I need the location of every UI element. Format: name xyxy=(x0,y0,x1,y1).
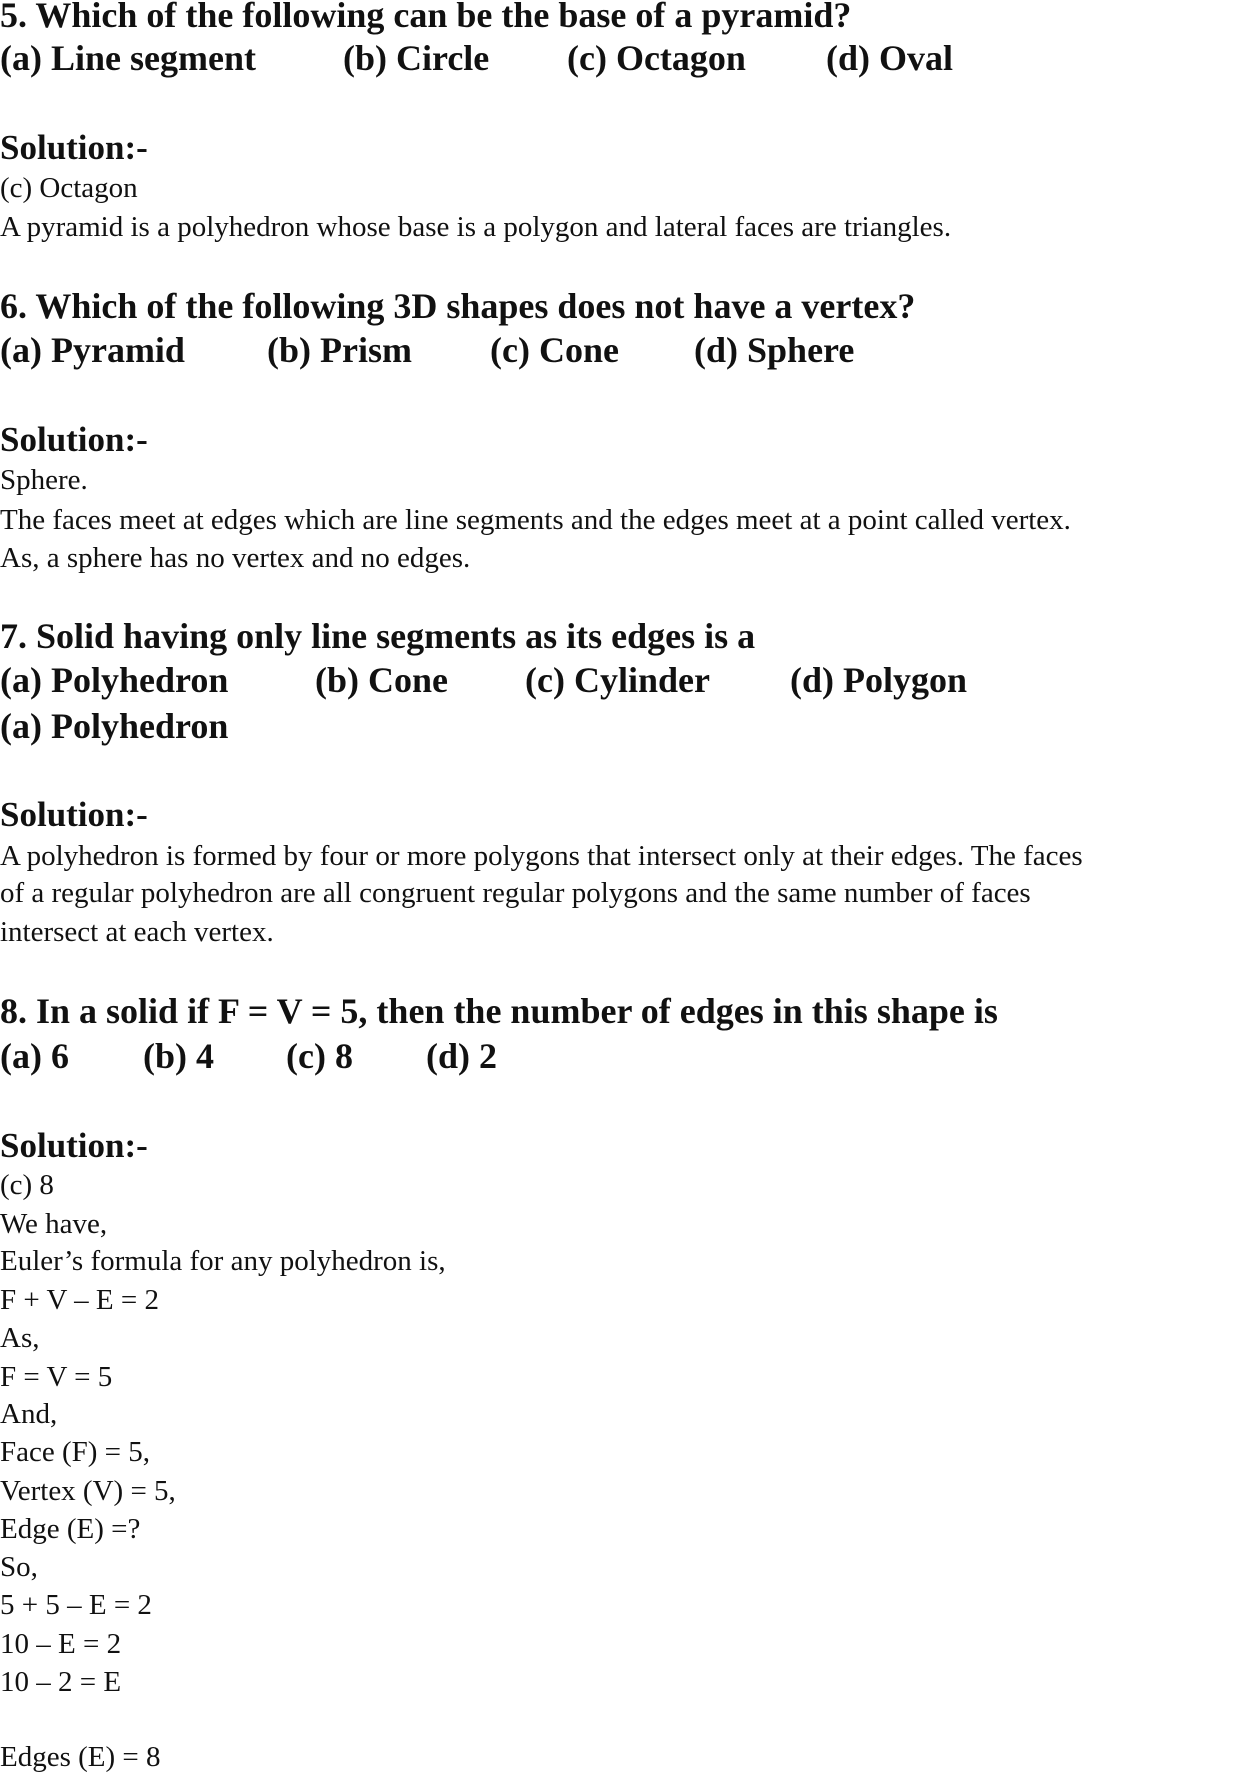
solution-line: Sphere. xyxy=(0,464,88,496)
question-7-options xyxy=(0,662,1245,698)
option-a: (a) Pyramid xyxy=(0,330,185,370)
solution-line: As, xyxy=(0,1322,40,1354)
option-b: (b) Prism xyxy=(267,330,412,370)
solution-heading: Solution:- xyxy=(0,128,148,167)
option-a: (a) Polyhedron xyxy=(0,660,229,700)
equation-line: F + V – E = 2 xyxy=(0,1284,159,1316)
solution-heading: Solution:- xyxy=(0,795,148,834)
question-6-options xyxy=(0,332,1245,368)
solution-line: Euler’s formula for any polyhedron is, xyxy=(0,1245,446,1277)
equation-line: 10 – 2 = E xyxy=(0,1666,122,1698)
question-8-options xyxy=(0,1038,1245,1074)
question-5-title: 5. Which of the following can be the base of a pyramid? xyxy=(0,0,852,35)
question-7-answer: (a) Polyhedron xyxy=(0,706,229,746)
solution-line: We have, xyxy=(0,1208,108,1240)
equation-line: Edge (E) =? xyxy=(0,1513,141,1545)
solution-line: A polyhedron is formed by four or more polygons that intersect only at their edges. The faces xyxy=(0,840,1083,872)
option-b: (b) 4 xyxy=(143,1036,214,1076)
solution-line: And, xyxy=(0,1398,58,1430)
question-7-title: 7. Solid having only line segments as its edges is a xyxy=(0,616,756,656)
option-d: (d) Oval xyxy=(826,38,954,78)
option-c: (c) Cone xyxy=(490,330,619,370)
equation-line: Vertex (V) = 5, xyxy=(0,1475,176,1507)
question-8-title: 8. In a solid if F = V = 5, then the number of edges in this shape is xyxy=(0,991,998,1031)
equation-line: 5 + 5 – E = 2 xyxy=(0,1589,152,1621)
option-a: (a) 6 xyxy=(0,1036,69,1076)
option-d: (d) Polygon xyxy=(790,660,968,700)
final-answer: Edges (E) = 8 xyxy=(0,1741,161,1773)
option-b: (b) Circle xyxy=(343,38,490,78)
question-6-title: 6. Which of the following 3D shapes does not have a vertex? xyxy=(0,286,916,326)
solution-line: A pyramid is a polyhedron whose base is a polygon and lateral faces are triangles. xyxy=(0,211,952,243)
solution-heading: Solution:- xyxy=(0,1126,148,1165)
solution-line: The faces meet at edges which are line segments and the edges meet at a point called vertex. xyxy=(0,504,1071,536)
option-d: (d) 2 xyxy=(426,1036,497,1076)
option-a: (a) Line segment xyxy=(0,38,256,78)
solution-line: (c) 8 xyxy=(0,1169,54,1201)
solution-line: (c) Octagon xyxy=(0,172,138,204)
option-b: (b) Cone xyxy=(315,660,448,700)
solution-line: of a regular polyhedron are all congruent regular polygons and the same number of faces xyxy=(0,877,1031,909)
equation-line: Face (F) = 5, xyxy=(0,1436,151,1468)
solution-line: As, a sphere has no vertex and no edges. xyxy=(0,542,471,574)
option-c: (c) 8 xyxy=(286,1036,353,1076)
solution-line: So, xyxy=(0,1551,38,1583)
solution-line: intersect at each vertex. xyxy=(0,916,274,948)
option-c: (c) Cylinder xyxy=(525,660,710,700)
equation-line: 10 – E = 2 xyxy=(0,1628,122,1660)
equation-line: F = V = 5 xyxy=(0,1361,113,1393)
solution-heading: Solution:- xyxy=(0,420,148,459)
option-c: (c) Octagon xyxy=(567,38,746,78)
question-5-options xyxy=(0,40,1245,76)
option-d: (d) Sphere xyxy=(694,330,855,370)
